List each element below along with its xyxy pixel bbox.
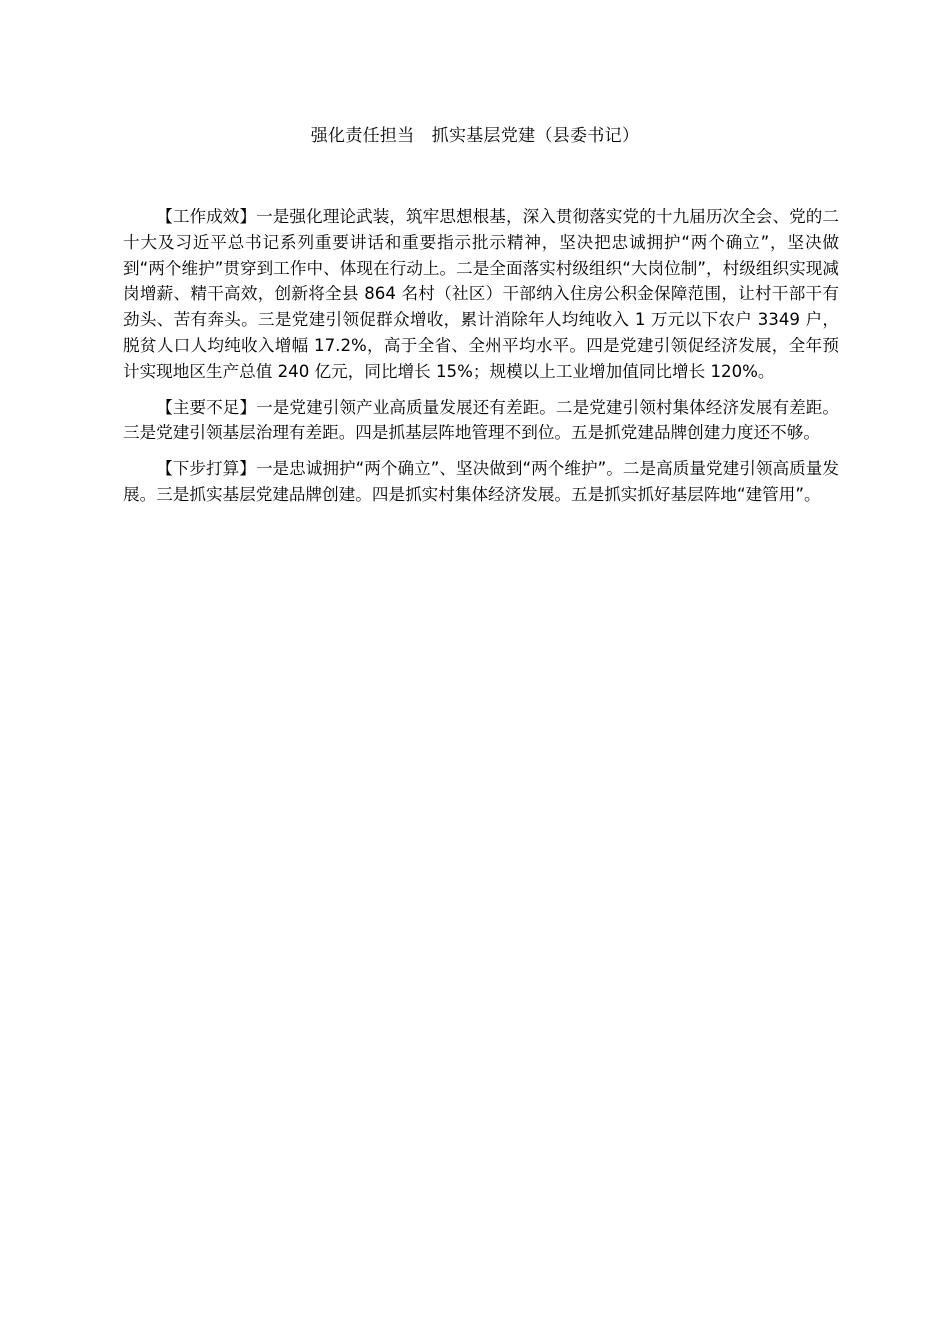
document-body <box>123 204 839 518</box>
paragraph-next-steps <box>123 456 839 508</box>
section-text-next-steps: 一是忠诚拥护“两个确立”、坚决做到“两个维护”。二是高质量党建引领高质量发展。三是抓实基层党建品牌创建。四是抓实村集体经济发展。五是抓实抓好基层阵地“建管用”。 <box>123 459 840 504</box>
section-heading-work-results: 【工作成效】 <box>156 207 257 226</box>
section-heading-next-steps: 【下步打算】 <box>156 459 256 479</box>
paragraph-main-shortcomings <box>123 395 839 447</box>
document-title: 强化责任担当 抓实基层党建（县委书记） <box>310 126 640 146</box>
section-text-main-shortcomings: 一是党建引领产业高质量发展还有差距。二是党建引领村集体经济发展有差距。三是党建引领基层治理有差距。四是抓基层阵地管理不到位。五是抓党建品牌创建力度还不够。 <box>123 397 840 443</box>
paragraph-work-results <box>123 204 839 385</box>
section-heading-main-shortcomings: 【主要不足】 <box>156 397 257 417</box>
section-text-work-results: 一是强化理论武装，筑牢思想根基，深入贯彻落实党的十九届历次全会、党的二十大及习近平总书记系列重要讲话和重要指示批示精神，坚决把忠诚拥护“两个确立”，坚决做到“两个维护”贯穿到工作中、体现在行动上。二是全面落实村级组织“大岗位制”，村级组织实现减岗增薪、精干高效，创新将全县 864 名村（社区）干部纳入住房公积金保障范围，让村干部干有劲头、苦有奔头。三是党建引领促群众增收，累计消除年人均纯收入 1 万元以下农户 3349 户，脱贫人口人均纯收入增幅 17.2%，高于全省、全州平均水平。四是党建引领促经济发展，全年预计实现地区生产总值 240 亿元，同比增长 15%；规模以上工业增加值同比增长 120%。 <box>123 207 840 381</box>
